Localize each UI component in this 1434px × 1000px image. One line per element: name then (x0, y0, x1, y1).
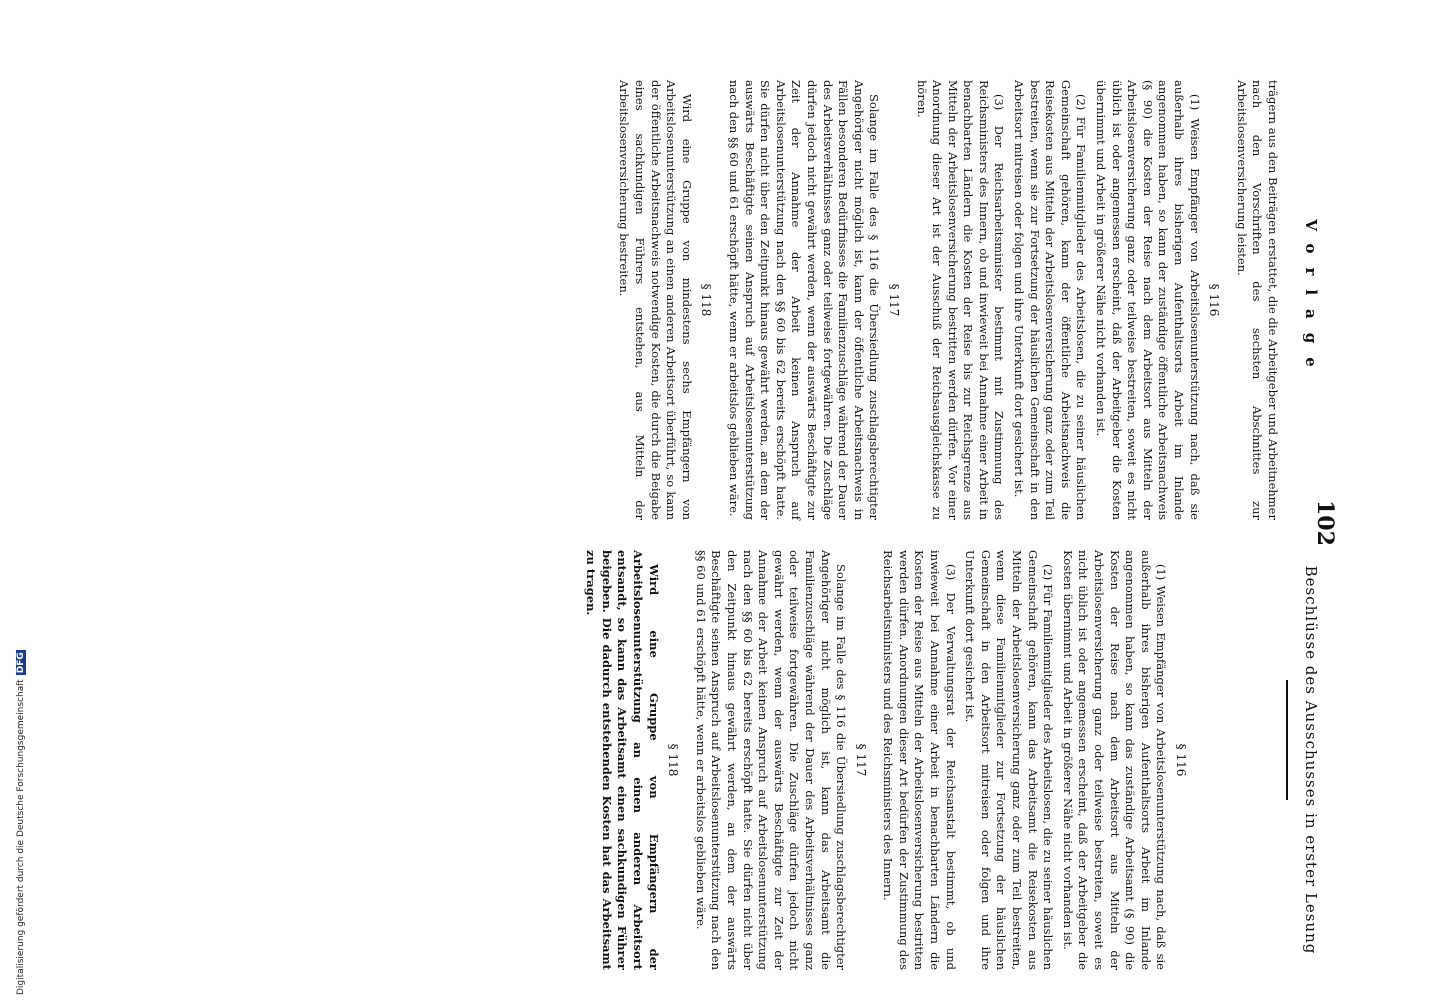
section-116-title: § 116 (1174, 743, 1188, 777)
section-117-para-1: Solange im Falle des § 116 die Übersiedlung zuschlagsberechtigter Angehöriger nicht möglich ist, kann der öffentliche Arbeitsnachweis in Fällen besonderen Bedürfnisses die Familienzuschläge während der Dauer des Arbeitsverhältnisses ganz oder teilweise fortgewähren. Die Zuschläge dürfen jedoch nicht gewährt werden, wenn der auswärts Beschäftigte zur Zeit der Annahme der Arbeit keinen Anspruch auf Arbeitslosenunterstützung nach den §§ 60 bis 62 bereits erschöpft hatte. Sie dürfen nicht über den Zeitpunkt hinaus gewährt werden, an dem der auswärts Beschäftigte seinen Anspruch auf Arbeitslosenunterstützung nach den §§ 60 und 61 erschöpft hätte, wenn er arbeitslos geblieben wäre. (727, 80, 882, 520)
column-vorlage (612, 80, 1280, 520)
footer-credit: Digitalisierung gefördert durch die Deutsche Forschungsgemeinschaft (16, 679, 26, 995)
section-116-para-2: (2) Für Familienmitglieder des Arbeitslosen, die zu seiner häuslichen Gemeinschaft gehören, kann der öffentliche Arbeitsnachweis die Reisekosten aus Mitteln der Arbeitslosenversicherung ganz oder zum Teil bestreiten, wenn sie zur Fortsetzung der häuslichen Gemeinschaft in den Arbeitsort mitreisen oder folgen und ihre Unterkunft dort gesichert ist. (1012, 80, 1089, 520)
section-116-para-1: (1) Weisen Empfänger von Arbeitslosenunterstützung nach, daß sie außerhalb ihres bisherigen Aufenthaltsorts Arbeit im Inlande angenommen haben, so kann der zuständige öffentliche Arbeitsnachweis (§ 90) die Kosten der Reise nach dem Arbeitsort aus Mitteln der Arbeitslosenversicherung ganz oder teilweise bestreiten, soweit es nicht üblich ist oder angemessen erscheint, daß der Arbeitgeber die Kosten übernimmt und Arbeit in größerer Nähe nicht vorhanden ist. (1094, 80, 1202, 520)
section-116-para-3: (3) Der Reichsarbeitsminister bestimmt mit Zustimmung des Reichsministers des Innern, ob und inwieweit bei Annahme einer Arbeit in benachbarten Ländern die Kosten der Reise bis zur Reichsgrenze aus Mitteln der Arbeitslosenversicherung bestritten werden dürfen. Vor einer Anordnung dieser Art ist der Ausschuß der Reichsausgleichskasse zu hören. (914, 80, 1007, 520)
header-rule (1286, 680, 1288, 800)
section-118-para-1: Wird eine Gruppe von Empfängern der Arbeitslosenunterstützung an einen anderen Arbeitsort entsandt, so kann das Arbeitsamt einen sachkundigen Führer beigeben. Die dadurch entstehenden Kosten hat das Arbeitsamt zu tragen. (584, 550, 661, 970)
header-vorlage: Vorlage (1302, 219, 1320, 381)
section-117-para-1: Solange im Falle des § 116 die Übersiedlung zuschlagsberechtigter Angehöriger nicht möglich ist, kann das Arbeitsamt die Familienzuschläge während der Dauer des Arbeitsverhältnisses ganz oder teilweise fortgewähren. Die Zuschläge dürfen jedoch nicht gewährt werden, wenn der auswärts Beschäftigte zur Zeit der Annahme der Arbeit keinen Anspruch auf Arbeitslosenunterstützung nach den §§ 60 bis 62 bereits erschöpft hatte. Sie dürfen nicht über den Zeitpunkt hinaus gewährt werden, an dem der auswärts Beschäftigte seinen Anspruch auf Arbeitslosenunterstützung nach den §§ 60 und 61 erschöpft hätte, wenn er arbeitslos geblieben wäre. (693, 550, 849, 970)
section-116-title: § 116 (1207, 283, 1222, 317)
column-beschluesse (579, 550, 1200, 970)
footer-strip (0, 0, 26, 1000)
section-117-title: § 117 (886, 283, 901, 317)
section-117-title: § 117 (853, 743, 868, 777)
page-number: 102 (1312, 500, 1338, 546)
rotated-page-content (140, 40, 1338, 970)
section-116-para-2: (2) Für Familienmitglieder des Arbeitslosen, die zu seiner häuslichen Gemeinschaft gehören, kann das Arbeitsamt die Reisekosten aus Mitteln der Arbeitslosenversicherung ganz oder zum Teil bestreiten, wenn diese Familienmitglieder zur Fortsetzung der häuslichen Gemeinschaft in den Arbeitsort mitreisen oder folgen und ihre Unterkunft dort gesichert ist. (963, 550, 1056, 970)
section-118-para-1: Wird eine Gruppe von mindestens sechs Empfängern von Arbeitslosenunterstützung an einen anderen Arbeitsort überführt, so kann der öffentliche Arbeitsnachweis notwendige Kosten, die durch die Beigabe eines sachkundigen Führers entstehen, aus Mitteln der Arbeitslosenversicherung bestreiten. (617, 80, 694, 520)
section-116-para-1: (1) Weisen Empfänger von Arbeitslosenunterstützung nach, daß sie außerhalb ihres bisherigen Aufenthaltsorts Arbeit im Inlande angenommen haben, so kann das zuständige Arbeitsamt (§ 90) die Kosten der Reise nach dem Arbeitsort aus Mitteln der Arbeitslosenversicherung ganz oder teilweise bestreiten, soweit es nicht üblich ist oder angemessen erscheint, daß der Arbeitgeber die Kosten übernimmt und Arbeit in größerer Nähe nicht vorhanden ist. (1060, 550, 1169, 970)
dfg-logo: DFG (16, 652, 26, 674)
intro-paragraph: trägern aus den Beiträgen erstattet, die die Arbeitgeber und Arbeitnehmer nach den Vorschriften des sechsten Abschnittes zur Arbeitslosenversicherung leisten. (1234, 80, 1280, 520)
section-118-title: § 118 (666, 743, 681, 777)
footer-text (16, 595, 26, 995)
header-beschluesse: Beschlüsse des Ausschusses in erster Lesung (1302, 565, 1320, 955)
section-118-title: § 118 (699, 283, 714, 317)
section-116-para-3: (3) Der Verwaltungsrat der Reichsanstalt bestimmt, ob und inwieweit bei Annahme einer Arbeit in benachbarten Ländern die Kosten der Reise aus Mitteln der Arbeitslosenversicherung bestritten werden dürfen. Anordnungen dieser Art bedürfen der Zustimmung des Reichsarbeitsministers und des Reichsministers des Innern. (881, 550, 958, 970)
